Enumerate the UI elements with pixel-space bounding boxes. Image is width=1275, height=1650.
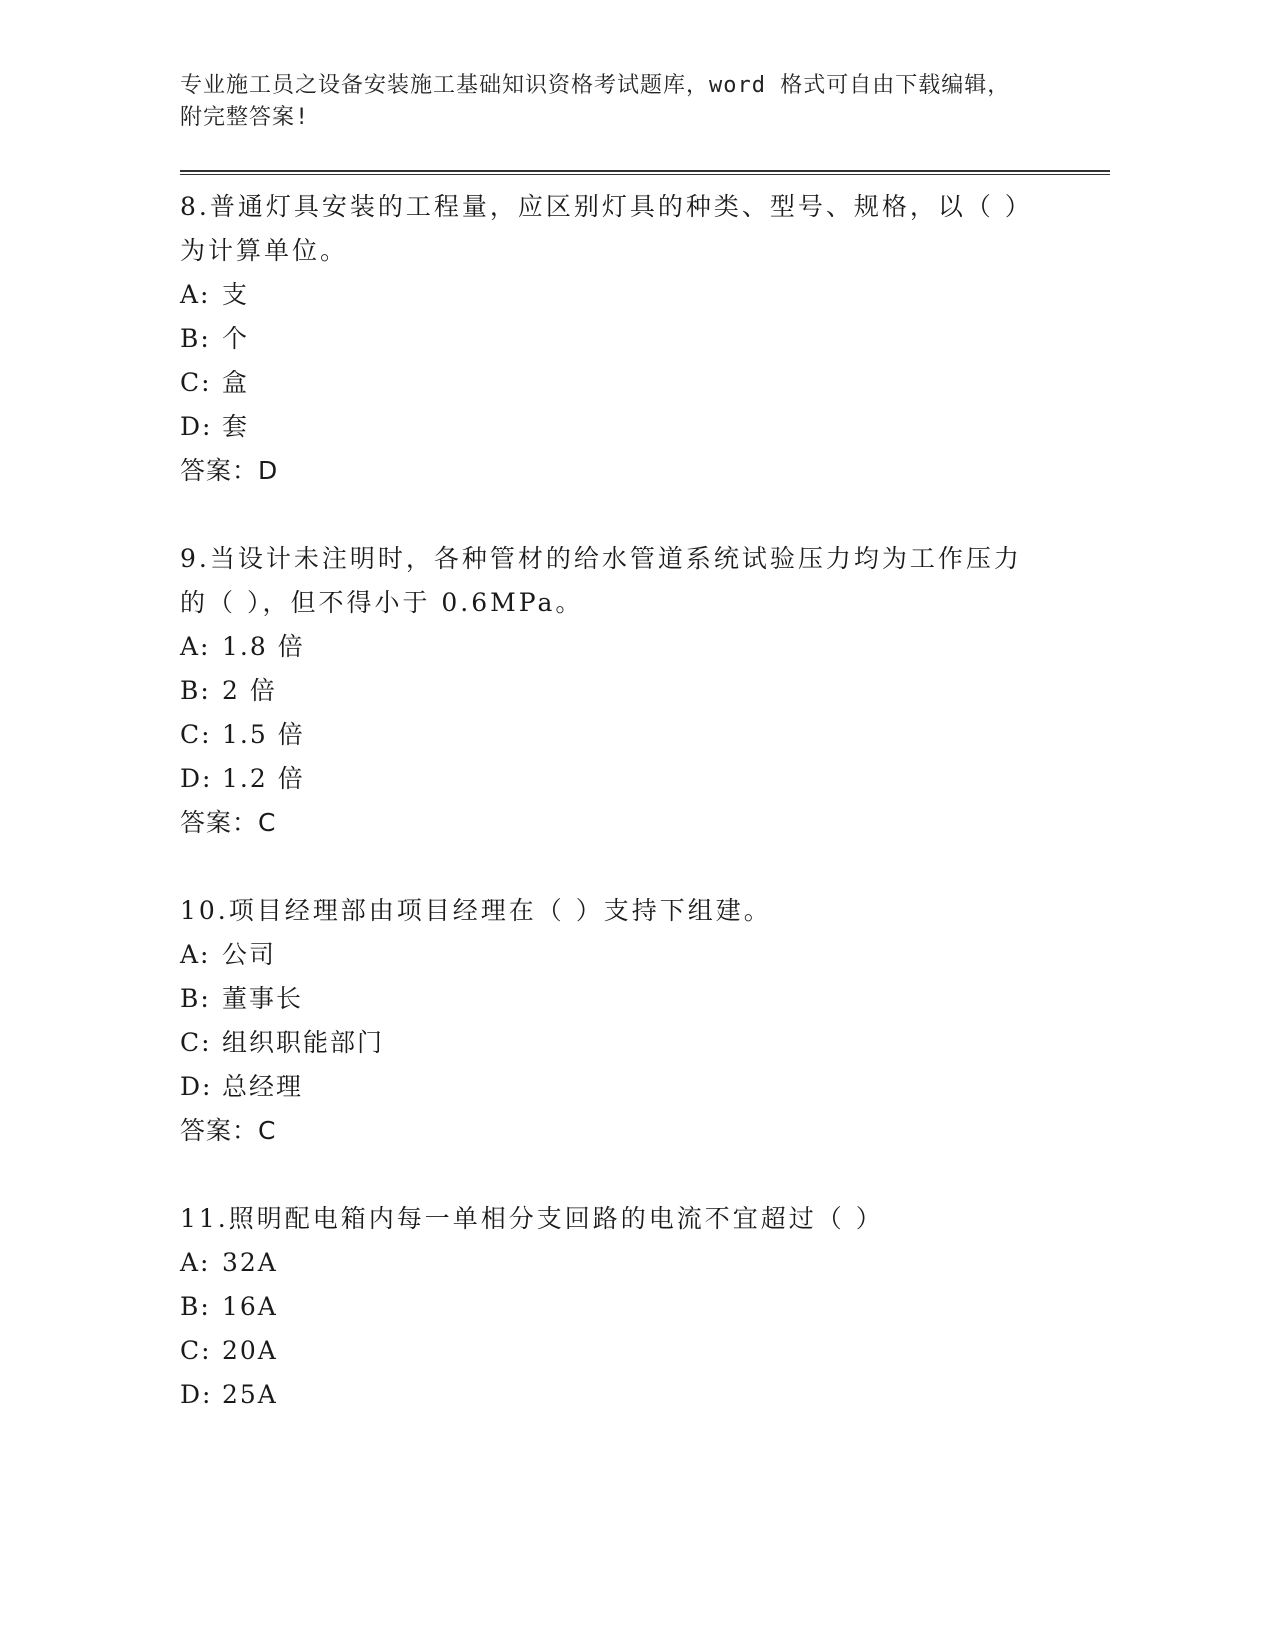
option-d [180, 405, 1110, 449]
option-a [180, 625, 1110, 669]
option-text: 个 [222, 324, 250, 353]
option-text: 公司 [222, 940, 277, 969]
option-key: C: [180, 1028, 212, 1057]
question-stem-line-1: 8.普通灯具安装的工程量，应区别灯具的种类、型号、规格，以（ ） [180, 192, 1033, 221]
header-divider [180, 170, 1110, 175]
option-key: D: [180, 412, 213, 441]
option-text: 盒 [222, 368, 250, 397]
option-key: C: [180, 720, 212, 749]
option-b [180, 317, 1110, 361]
option-c [180, 361, 1110, 405]
option-text: 董事长 [222, 984, 304, 1013]
question-11 [180, 1197, 1110, 1417]
option-key: A: [180, 632, 211, 661]
option-b [180, 977, 1110, 1021]
option-text: 1.2 倍 [222, 764, 305, 793]
option-a [180, 273, 1110, 317]
option-key: D: [180, 1072, 213, 1101]
question-9 [180, 537, 1110, 845]
header-line-2: 附完整答案! [180, 105, 310, 130]
option-key: C: [180, 1336, 212, 1365]
option-d [180, 1373, 1110, 1417]
answer-line: 答案：C [180, 808, 277, 837]
option-text: 20A [222, 1336, 278, 1365]
question-8 [180, 185, 1110, 493]
option-key: B: [180, 1292, 211, 1321]
question-stem-line-1: 11.照明配电箱内每一单相分支回路的电流不宜超过（ ） [180, 1204, 884, 1233]
option-d [180, 1065, 1110, 1109]
option-key: C: [180, 368, 212, 397]
option-b [180, 1285, 1110, 1329]
question-stem-line-1: 10.项目经理部由项目经理在（ ）支持下组建。 [180, 896, 772, 925]
option-key: B: [180, 676, 211, 705]
option-text: 16A [222, 1292, 278, 1321]
option-key: A: [180, 280, 211, 309]
option-key: B: [180, 984, 211, 1013]
option-text: 2 倍 [222, 676, 277, 705]
option-key: B: [180, 324, 211, 353]
answer-line: 答案：D [180, 456, 279, 485]
option-key: D: [180, 764, 213, 793]
document-page [180, 70, 1110, 1417]
option-text: 支 [222, 280, 250, 309]
option-text: 组织职能部门 [222, 1028, 385, 1057]
option-text: 1.5 倍 [222, 720, 305, 749]
option-a [180, 933, 1110, 977]
option-text: 总经理 [222, 1072, 304, 1101]
option-a [180, 1241, 1110, 1285]
option-text: 套 [222, 412, 250, 441]
option-c [180, 1329, 1110, 1373]
question-stem-line-2: 为计算单位。 [180, 236, 349, 265]
option-c [180, 713, 1110, 757]
option-text: 32A [222, 1248, 278, 1277]
document-header [180, 70, 1110, 134]
question-10 [180, 889, 1110, 1153]
option-text: 1.8 倍 [222, 632, 305, 661]
option-d [180, 757, 1110, 801]
option-key: A: [180, 1248, 211, 1277]
option-text: 25A [222, 1380, 278, 1409]
option-c [180, 1021, 1110, 1065]
option-key: A: [180, 940, 211, 969]
option-b [180, 669, 1110, 713]
option-key: D: [180, 1380, 213, 1409]
header-line-1: 专业施工员之设备安装施工基础知识资格考试题库，word 格式可自由下载编辑， [180, 73, 1011, 98]
answer-line: 答案：C [180, 1116, 277, 1145]
question-stem-line-2: 的（ ），但不得小于 0.6MPa。 [180, 588, 584, 617]
question-stem-line-1: 9.当设计未注明时，各种管材的给水管道系统试验压力均为工作压力 [180, 544, 1022, 573]
